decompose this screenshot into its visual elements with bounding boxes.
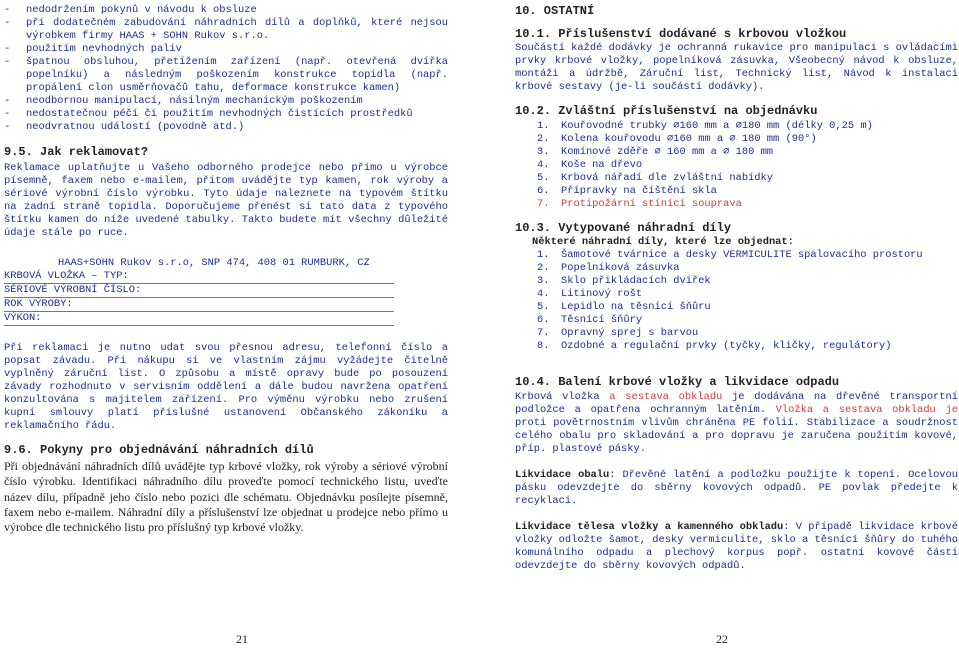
body-disposal-label: Likvidace tělesa vložky a kamenného obkladu <box>515 521 784 533</box>
list-number: 2. <box>537 133 550 145</box>
list-number: 1. <box>537 249 550 261</box>
table-row-year: ROK VÝROBY: <box>4 298 394 312</box>
list-item <box>537 172 958 185</box>
table-row-power: VÝKON: <box>4 312 394 326</box>
list-number: 5. <box>537 172 550 184</box>
packaging-paragraph <box>515 391 958 456</box>
packaging-disposal-paragraph <box>515 469 958 508</box>
left-page <box>4 4 448 535</box>
list-item-text: Lepidlo na těsnící šňůru <box>561 301 711 313</box>
list-item-text: špatnou obsluhou, přetížením zařízení (např. otevřená dvířka popelníku) a následným poškozením konstrukce topidla (např. propálení clon usměrňovačů tahu, deformace konstrukce kamen) <box>26 56 448 94</box>
table-header: HAAS+SOHN Rukov s.r.o, SNP 474, 408 01 RUMBURK, CZ <box>58 257 370 269</box>
section-10-1-text: Součástí každé dodávky je ochranná rukavice pro manipulaci s ovládacími prvky krbové vložky, popelníková zásuvka, Všeobecný návod k obsluze, montáži a údržbě, Záruční list, Technický list, Návod k instalaci krbové sestavy (je-li součástí dodávky). <box>515 42 958 93</box>
list-item <box>537 275 958 288</box>
right-page <box>515 4 958 573</box>
body-disposal-paragraph <box>515 521 958 573</box>
packaging-disposal-text: : Dřevěné latění a podložku použijte k topení. Ocelovou pásku odevzdejte do sběrny kovových odpadů. PE povlak předejte k recyklaci. <box>515 469 959 507</box>
list-item-text: Opravný sprej s barvou <box>561 327 699 339</box>
list-item <box>537 288 958 301</box>
list-item-text: Litinový rošt <box>561 288 643 300</box>
list-item-text: Přípravky na čištění skla <box>561 185 717 197</box>
text-run: Krbová vložka <box>515 391 610 403</box>
list-item <box>537 262 958 275</box>
list-number: 3. <box>537 275 550 287</box>
list-number: 3. <box>537 146 550 158</box>
list-item <box>537 159 958 172</box>
bullet-marker: - <box>4 17 11 29</box>
list-item <box>4 43 448 56</box>
list-number: 7. <box>537 198 550 210</box>
list-item-text: Šamotové tvárnice a desky VERMICULITE spalovacího prostoru <box>561 249 923 261</box>
list-item <box>4 4 448 17</box>
list-item <box>4 17 448 43</box>
complaint-paragraph: Při reklamaci je nutno udat svou přesnou adresu, telefonní číslo a popsat závadu. Při nákupu si ve vlastním zájmu vyžádejte čitelně vyplněný záruční list. O způsobu a místě opravy bude po posouzení závady rozhodnuto v servisním oddělení a dále budou navržena opatření konzultována s majitelem zařízení. Pro výměnu výrobku nebo zrušení kupní smlouvy platí příslušné ustanovení Občanského zákoníku a reklamačního řádu. <box>4 342 448 432</box>
section-10-1-title: 10.1. Příslušenství dodávané s krbovou vložkou <box>515 27 847 41</box>
highlight-run: a sestava obkladu <box>609 391 723 403</box>
list-number: 5. <box>537 301 550 313</box>
bullet-marker: - <box>4 43 11 55</box>
text-run: je dodávána na dřevěné transportní podložce a opatřena ochranným latěním. <box>515 391 959 416</box>
list-item-text: Kolena kouřovodu ∅160 mm a ∅ 180 mm (90°) <box>561 133 817 145</box>
section-10-title: 10. OSTATNÍ <box>515 4 595 18</box>
spare-parts-list <box>537 249 958 353</box>
bullet-marker: - <box>4 121 11 133</box>
packaging-disposal-label: Likvidace obalu <box>515 469 610 481</box>
table-row-serial: SÉRIOVÉ VÝROBNÍ ČÍSLO: <box>4 284 394 298</box>
product-info-table <box>4 257 394 326</box>
section-10-3-title: 10.3. Vytypované náhradní díly <box>515 221 732 235</box>
list-item-text: Krbová nářadí dle zvláštní nabídky <box>561 172 774 184</box>
list-item-text: Koše na dřevo <box>561 159 643 171</box>
table-row-type: KRBOVÁ VLOŽKA – TYP: <box>4 270 394 284</box>
page-number-right: 22 <box>716 632 728 646</box>
text-run: proti povětrnostním vlivům chráněna PE folií. Stabilizace a soudržnost celého obalu pro skladování a pro dopravu je zaručena použitím kovové, příp. plastové pásky. <box>515 417 958 455</box>
page-number-left: 21 <box>236 632 248 646</box>
list-item-text: nedodržením pokynů v návodu k obsluze <box>26 4 257 16</box>
list-number: 6. <box>537 185 550 197</box>
section-9-5-title: 9.5. Jak reklamovat? <box>4 145 149 159</box>
list-item <box>537 301 958 314</box>
bullet-marker: - <box>4 4 11 16</box>
bullet-marker: - <box>4 95 11 107</box>
list-number: 8. <box>537 340 550 352</box>
bullet-marker: - <box>4 108 11 120</box>
list-item-text: Ozdobné a regulační prvky (tyčky, kličky, regulátory) <box>561 340 892 352</box>
list-item <box>537 146 958 159</box>
list-item <box>4 121 448 134</box>
list-item <box>537 327 958 340</box>
list-item <box>537 340 958 353</box>
list-item-text: Popelníková zásuvka <box>561 262 680 274</box>
accessory-order-list <box>537 120 958 211</box>
list-item-text: při dodatečném zabudování náhradních dílů a doplňků, které nejsou výrobkem firmy HAAS + SOHN Rukov s.r.o. <box>26 17 448 42</box>
list-item <box>4 108 448 121</box>
section-10-3-subtitle: Některé náhradní díly, které lze objednat: <box>532 236 794 248</box>
list-item-text: použitím nevhodných paliv <box>26 43 182 55</box>
list-item <box>537 198 958 211</box>
list-item <box>537 249 958 262</box>
list-item-text: neodvratnou událostí (povodně atd.) <box>26 121 245 133</box>
list-item-text: Těsnící šňůry <box>561 314 643 326</box>
list-item <box>537 314 958 327</box>
bullet-marker: - <box>4 56 11 68</box>
list-number: 2. <box>537 262 550 274</box>
highlight-run: Vložka a sestava obkladu je <box>775 404 958 416</box>
list-item-text: nedostatečnou péčí či použitím nevhodných čistících prostředků <box>26 108 413 120</box>
list-number: 4. <box>537 159 550 171</box>
section-9-6-title: 9.6. Pokyny pro objednávání náhradních dílů <box>4 443 314 457</box>
list-item <box>4 95 448 108</box>
list-number: 4. <box>537 288 550 300</box>
list-item-text: neodbornou manipulací, násilným mechanickým poškozením <box>26 95 363 107</box>
list-number: 6. <box>537 314 550 326</box>
list-item <box>537 120 958 133</box>
list-item <box>4 56 448 95</box>
defect-cause-list <box>4 4 448 134</box>
list-item-text: Kouřovodné trubky ∅160 mm a ∅180 mm (délky 0,25 m) <box>561 120 873 132</box>
list-number: 7. <box>537 327 550 339</box>
list-item <box>537 133 958 146</box>
body-disposal-text: : V případě likvidace krbové vložky odložte šamot, desky vermiculite, sklo a těsnící šňůry do tuhého komunálního odpadu a plechový korpus popř. ostatní kovové části odevzdejte do sběrny kovových odpadů. <box>515 521 958 572</box>
section-10-2-title: 10.2. Zvláštní příslušenství na objednávku <box>515 104 818 118</box>
section-9-6-text: Při objednávání náhradních dílů uvádějte typ krbové vložky, rok výroby a sériové výrobní číslo výrobku. Identifikaci náhradního dílu proveďte pomocí technického listu, uveďte název dílu, případně jeho číslo nebo pozici dle schématu. Objednávku posílejte písemně, faxem nebo e-mailem. Náhradní díly a příslušenství lze objednat u prodejce nebo přímo u výrobce dle technického listu pro příslušný typ krbové vložky. <box>4 459 448 535</box>
list-item-text: Protipožární stínící souprava <box>561 198 742 210</box>
list-item <box>537 185 958 198</box>
list-item-text: Komínové zděře ∅ 160 mm a ∅ 180 mm <box>561 146 774 158</box>
section-9-5-text: Reklamace uplatňujte u Vašeho odborného prodejce nebo přímo u výrobce písemně, faxem nebo e-mailem, přitom uvádějte typ kamen, rok výroby a sériové výrobní číslo výrobku. Tyto údaje naleznete na typovém štítku na zadní straně topidla. Doporučujeme přenést si tato data z typového štítku kamen do níže uvedené tabulky. Takto budete mít všechny důležité údaje stále po ruce. <box>4 162 448 239</box>
list-number: 1. <box>537 120 550 132</box>
list-item-text: Sklo přikládacích dvířek <box>561 275 711 287</box>
section-10-4-title: 10.4. Balení krbové vložky a likvidace odpadu <box>515 375 840 389</box>
